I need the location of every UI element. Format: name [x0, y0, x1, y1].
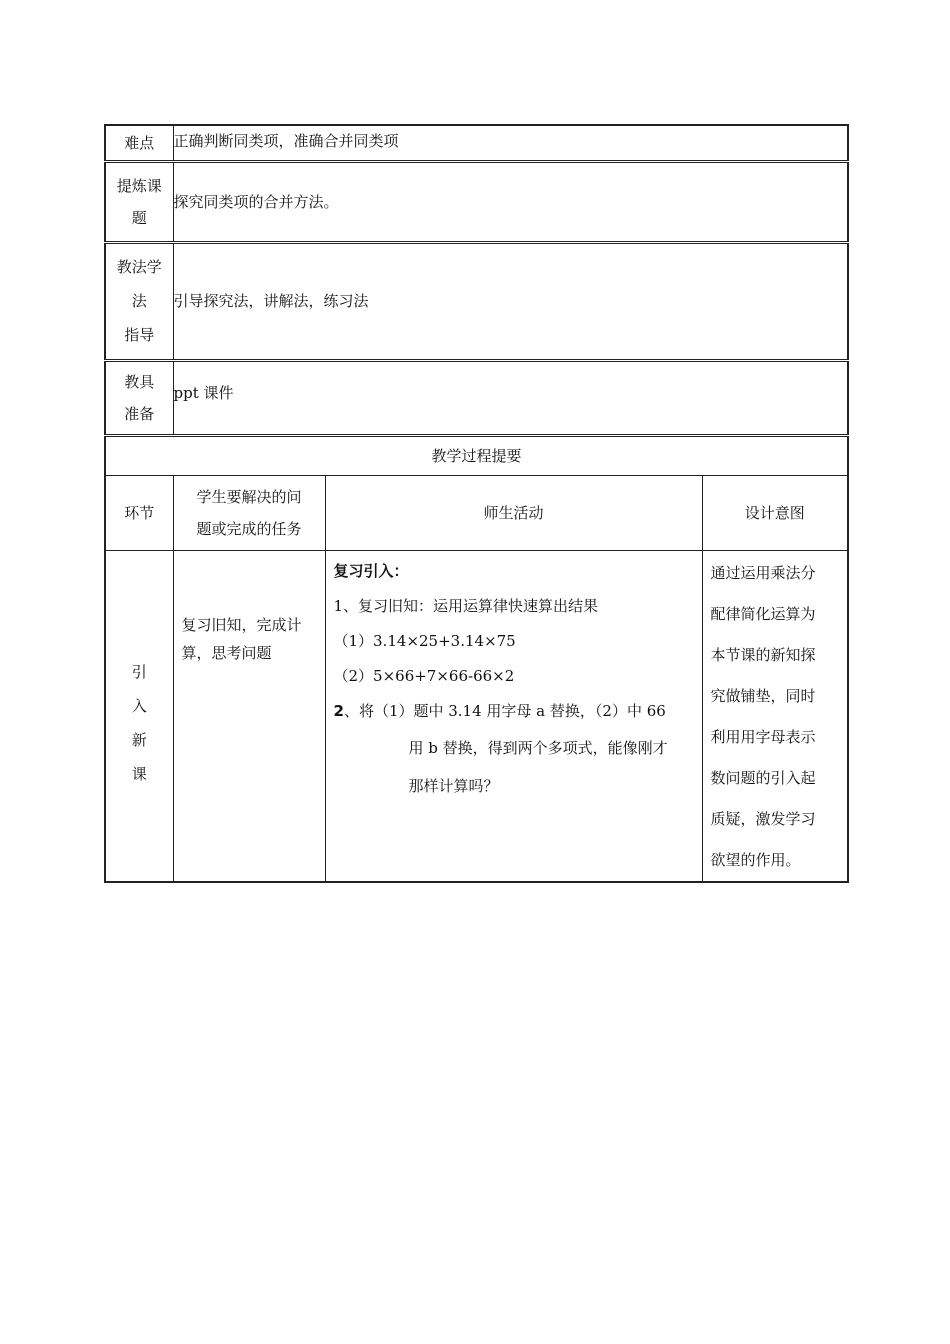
intent-line-5: 利用用字母表示 [710, 727, 816, 746]
difficulty-label: 难点 [105, 125, 173, 161]
difficulty-row [105, 125, 848, 161]
activity-item1: 1、复习旧知：运用运算律快速算出结果 [333, 596, 599, 615]
intro-task-line2: 算，思考问题 [181, 643, 272, 662]
intro-stage-cell [105, 550, 173, 882]
header-stage: 环节 [105, 475, 173, 550]
activity-item2-line1: 、将（1）题中 3.14 用字母 a 替换，（2）中 66 [343, 701, 666, 720]
method-label-line2: 法 [131, 292, 147, 310]
intro-stage-char-4: 课 [131, 764, 147, 783]
intent-line-3: 本节课的新知探 [710, 645, 816, 664]
lesson-plan-table [104, 124, 849, 883]
intent-line-4: 究做铺垫，同时 [710, 686, 816, 705]
intro-stage-char-1: 引 [131, 662, 147, 681]
intent-line-2: 配律简化运算为 [710, 604, 816, 623]
topic-row [105, 161, 848, 242]
header-row [105, 475, 848, 550]
method-label-line1: 教法学 [116, 258, 162, 276]
activity-calc1: （1）3.14×25+3.14×75 [333, 631, 516, 650]
method-content: 引导探究法，讲解法，练习法 [173, 242, 848, 360]
header-task-line1: 学生要解决的问 [196, 487, 302, 506]
intro-task-cell [173, 550, 325, 882]
tools-label-line2: 准备 [124, 404, 155, 423]
activity-item2-line3: 那样计算吗？ [408, 776, 499, 795]
intent-line-1: 通过运用乘法分 [710, 563, 816, 582]
intent-line-6: 数问题的引入起 [710, 768, 816, 787]
activity-item2-number: 2 [333, 701, 344, 720]
tools-label-cell [105, 360, 173, 435]
header-activity: 师生活动 [325, 475, 702, 550]
method-row [105, 242, 848, 360]
process-title: 教学过程提要 [105, 435, 848, 475]
activity-calc2: （2）5×66+7×66-66×2 [333, 666, 515, 685]
process-title-row [105, 435, 848, 475]
intent-line-7: 质疑，激发学习 [710, 809, 816, 828]
tools-label-line1: 教具 [124, 372, 155, 391]
header-intent: 设计意图 [702, 475, 848, 550]
activity-heading: 复习引入： [333, 561, 409, 580]
header-task-line2: 题或完成的任务 [196, 519, 302, 538]
topic-label-cell [105, 161, 173, 242]
intro-stage-char-2: 入 [131, 696, 147, 715]
activity-item2 [334, 694, 702, 729]
method-label-line3: 指导 [124, 326, 155, 344]
activity-item2-line2: 用 b 替换，得到两个多项式，能像刚才 [408, 738, 668, 757]
intro-task-line1: 复习旧知，完成计 [181, 615, 302, 634]
intro-stage-char-3: 新 [131, 730, 147, 749]
intro-activity-cell [325, 550, 702, 882]
method-label-cell [105, 242, 173, 360]
tools-row [105, 360, 848, 435]
intro-row [105, 550, 848, 882]
difficulty-content: 正确判断同类项，准确合并同类项 [173, 125, 848, 161]
intent-line-8: 欲望的作用。 [710, 850, 801, 869]
header-task-cell [173, 475, 325, 550]
topic-label-line2: 题 [131, 208, 147, 227]
topic-content: 探究同类项的合并方法。 [173, 161, 848, 242]
intro-intent-cell [702, 550, 848, 882]
topic-label-line1: 提炼课 [116, 176, 162, 195]
tools-content: ppt 课件 [173, 360, 848, 435]
